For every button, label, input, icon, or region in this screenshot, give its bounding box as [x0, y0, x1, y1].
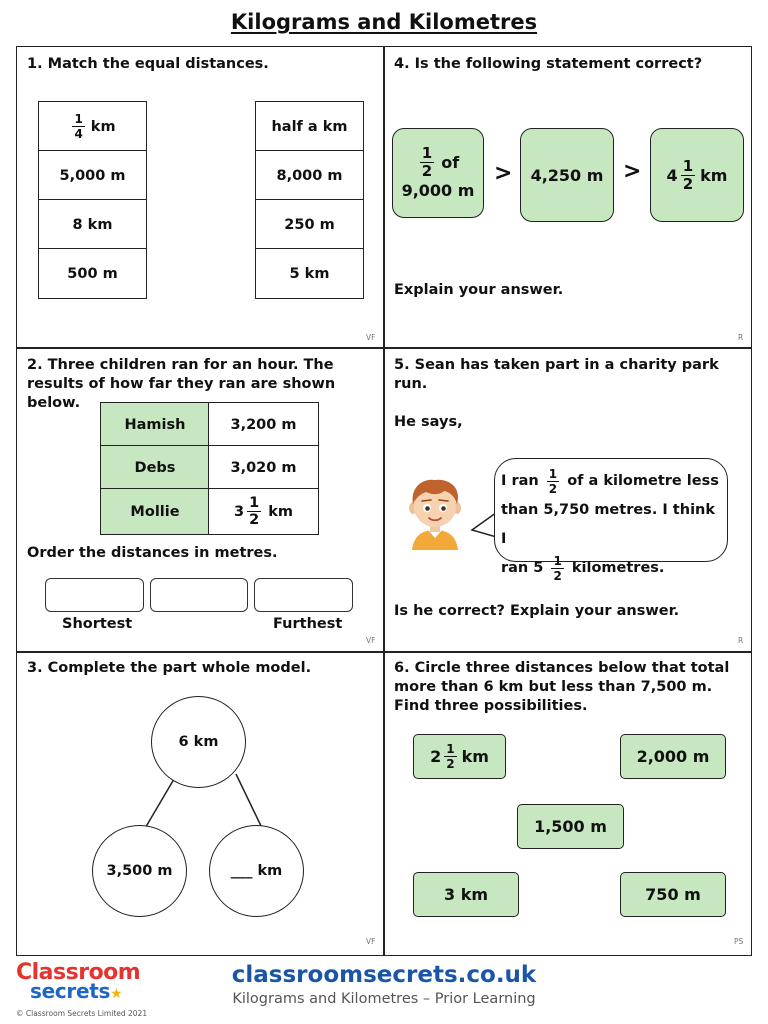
- fraction: $\frac{1}{2}$: [553, 553, 562, 583]
- q4-box-half-of-9000: $\frac{1}{2}$ of 9,000 m: [392, 128, 484, 218]
- q2-tag: VF: [366, 636, 376, 645]
- q5-question: 5. Sean has taken part in a charity park run.: [394, 357, 719, 392]
- q2-answer-box-1[interactable]: [45, 578, 144, 612]
- q2-value-cell: 3,200 m: [208, 402, 319, 447]
- q2-value-cell: 3,020 m: [208, 445, 319, 490]
- q4-tag: R: [738, 333, 744, 342]
- q4-greater-than-2: >: [623, 159, 642, 184]
- q4-question: 4. Is the following statement correct?: [394, 56, 703, 72]
- q3-part-circle-1: 3,500 m: [92, 825, 187, 917]
- fraction: $\frac{1}{2}$: [249, 494, 260, 528]
- q5-tag: R: [738, 636, 744, 645]
- classroom-secrets-logo: Classroom secrets★: [16, 960, 141, 1003]
- website-link[interactable]: classroomsecrets.co.uk: [231, 962, 537, 988]
- q2-answer-box-3[interactable]: [254, 578, 353, 612]
- q6-tag: PS: [734, 937, 744, 946]
- q1-left-item[interactable]: $\frac{1}{4}$ km: [38, 101, 147, 152]
- page-title: Kilograms and Kilometres: [230, 10, 538, 34]
- q2-name-cell: Hamish: [100, 402, 210, 447]
- q1-right-item[interactable]: 5 km: [255, 248, 364, 299]
- fraction: $\frac{1}{2}$: [682, 156, 694, 193]
- q4-box-4-half-km: 4 $\frac{1}{2}$ km: [650, 128, 744, 222]
- q4-box-4250: 4,250 m: [520, 128, 614, 222]
- q2-name-cell: Debs: [100, 445, 210, 490]
- q3-tag: VF: [366, 937, 376, 946]
- q5-he-says: He says,: [394, 414, 463, 430]
- q4-greater-than-1: >: [494, 161, 513, 186]
- q6-option[interactable]: 3 km: [413, 872, 519, 917]
- q4-explain: Explain your answer.: [394, 282, 564, 298]
- q2-shortest-label: Shortest: [62, 616, 133, 632]
- boy-avatar-icon: [404, 478, 466, 550]
- q5-prompt: Is he correct? Explain your answer.: [394, 603, 680, 619]
- q2-value-cell: 3 $\frac{1}{2}$ km: [208, 488, 319, 535]
- fraction: $\frac{1}{2}$: [421, 144, 433, 180]
- q1-left-item[interactable]: 500 m: [38, 248, 147, 299]
- q1-right-item[interactable]: 250 m: [255, 199, 364, 250]
- q1-question: 1. Match the equal distances.: [27, 56, 269, 72]
- q6-option[interactable]: 2,000 m: [620, 734, 726, 779]
- q5-speech-bubble: I ran $\frac{1}{2}$ of a kilometre less than 5,750 metres. I think I ran 5 $\frac{1}{2}$ kilometres.: [494, 458, 728, 562]
- footer-subtitle: Kilograms and Kilometres – Prior Learning: [232, 991, 536, 1007]
- grid-divider-row1: [16, 347, 752, 349]
- q3-part-circle-2[interactable]: ___ km: [209, 825, 304, 917]
- fraction: $\frac{1}{2}$: [446, 742, 455, 771]
- q3-question: 3. Complete the part whole model.: [27, 660, 312, 676]
- fraction: $\frac{1}{2}$: [548, 466, 558, 496]
- q2-prompt: Order the distances in metres.: [27, 545, 278, 561]
- q1-right-item[interactable]: half a km: [255, 101, 364, 152]
- q6-question: 6. Circle three distances below that total more than 6 km but less than 7,500 m. Find three possibilities.: [394, 660, 730, 714]
- q6-option[interactable]: 750 m: [620, 872, 726, 917]
- q2-answer-box-2[interactable]: [150, 578, 248, 612]
- q2-furthest-label: Furthest: [273, 616, 343, 632]
- q1-left-item[interactable]: 5,000 m: [38, 150, 147, 201]
- q1-left-item[interactable]: 8 km: [38, 199, 147, 250]
- copyright: © Classroom Secrets Limited 2021: [16, 1009, 148, 1018]
- star-icon: ★: [110, 986, 123, 1002]
- q1-right-item[interactable]: 8,000 m: [255, 150, 364, 201]
- q2-name-cell: Mollie: [100, 488, 210, 535]
- q6-option[interactable]: 1,500 m: [517, 804, 624, 849]
- q2-question: 2. Three children ran for an hour. The results of how far they ran are shown below.: [27, 357, 336, 411]
- q6-option[interactable]: 2 $\frac{1}{2}$ km: [413, 734, 506, 779]
- q3-whole-circle: 6 km: [151, 696, 246, 788]
- fraction: $\frac{1}{4}$: [74, 112, 83, 141]
- q1-tag: VF: [366, 333, 376, 342]
